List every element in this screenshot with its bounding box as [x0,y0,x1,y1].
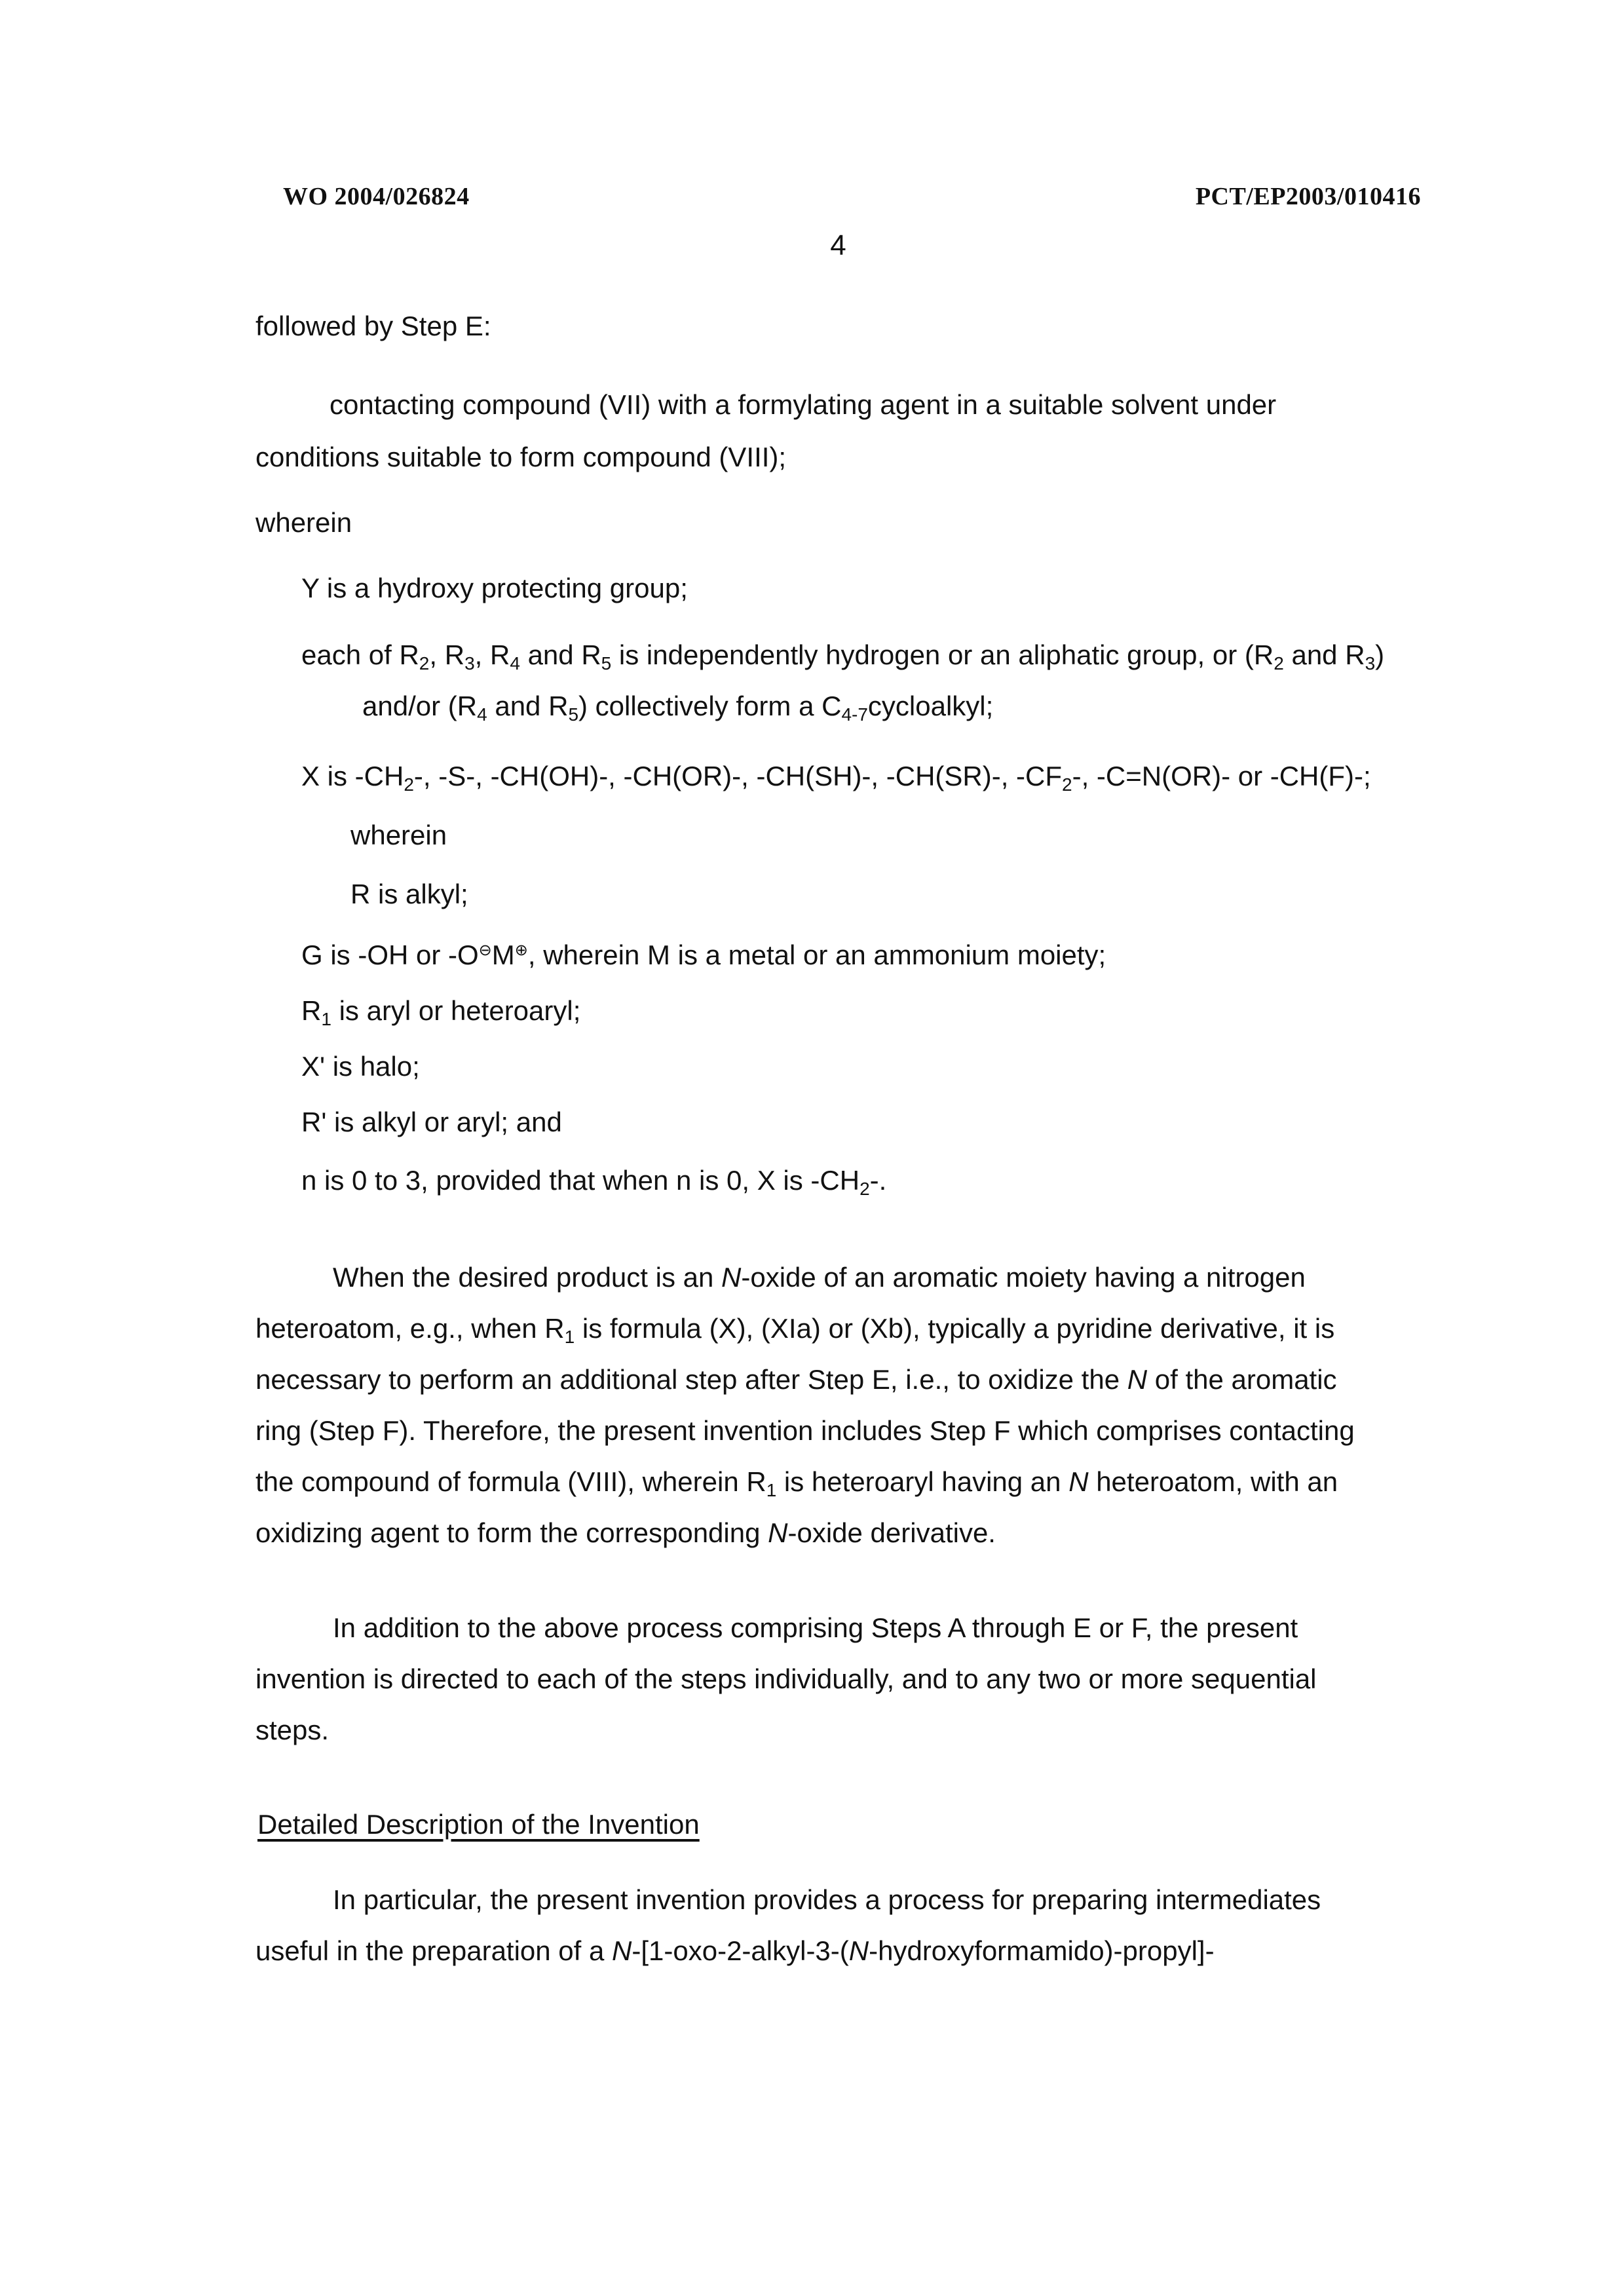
definition-r: R is alkyl; [350,879,468,909]
step-e-intro: followed by Step E: [255,311,491,341]
definition-r1: $R_1$ is aryl or heteroaryl; [301,995,581,1029]
definition-n: n is 0 to 3, provided that when n is 0, X is $-CH_2-$. [301,1165,887,1199]
particular-paragraph-line-2: useful in the preparation of a N-[1-oxo-2-alkyl-3-(N-hydroxyformamido)-propyl]- [255,1935,1215,1966]
particular-paragraph-line-1: In particular, the present invention provides a process for preparing intermediates [333,1884,1321,1915]
step-e-line-1: contacting compound (VII) with a formylating agent in a suitable solvent under [330,389,1277,420]
step-e-line-2: conditions suitable to form compound (VIII); [255,442,787,472]
definition-x-prime: X' is halo; [301,1051,420,1082]
definition-g: G is -OH or -O⊖M⊕, wherein M is a metal or an ammonium moiety; [301,939,1106,970]
page-number: 4 [830,229,846,261]
noxide-paragraph-line-6: oxidizing agent to form the corresponding N-oxide derivative. [255,1517,996,1548]
steps-paragraph-line-3: steps. [255,1715,330,1745]
definition-r2-r5-continued: and/or ($R_4$ and $R_5$) collectively form a $C_{4-7}cycloalkyl$; [362,691,994,725]
definition-r2-r5: each of $R_2$, $R_3$, $R_4$ and $R_5$ is independently hydrogen or an aliphatic group, or ($R_2$ and $R_3$) [301,639,1385,673]
definition-r-prime: R' is alkyl or aryl; and [301,1107,562,1137]
noxide-paragraph-line-1: When the desired product is an N-oxide of an aromatic moiety having a nitrogen [333,1262,1306,1293]
noxide-paragraph-line-4: ring (Step F). Therefore, the present invention includes Step F which comprises contacting [255,1415,1355,1446]
noxide-paragraph-line-2: heteroatom, e.g., when $R_1$ is formula (X), (XIa) or (Xb), typically a pyridine derivative, it is [255,1313,1335,1347]
definition-x: X is $-CH_2-$, -S-, -CH(OH)-, -CH(OR)-, -CH(SH)-, -CH(SR)-, $-CF_2-$, -C=N(OR)- or -CH(F)-; [301,761,1371,795]
noxide-paragraph-line-5: the compound of formula (VIII), wherein $R_1$ is heteroaryl having an N heteroatom, with an [255,1466,1338,1500]
steps-paragraph-line-1: In addition to the above process comprising Steps A through E or F, the present [333,1612,1298,1643]
definition-y: Y is a hydroxy protecting group; [301,573,688,603]
application-number: PCT/EP2003/010416 [1195,183,1421,210]
wherein-label-2: wherein [350,820,447,850]
wherein-label: wherein [255,507,352,538]
section-heading: Detailed Description of the Invention [257,1809,700,1840]
steps-paragraph-line-2: invention is directed to each of the steps individually, and to any two or more sequential [255,1663,1317,1694]
publication-number: WO 2004/026824 [283,183,470,210]
noxide-paragraph-line-3: necessary to perform an additional step after Step E, i.e., to oxidize the N of the aromatic [255,1364,1337,1395]
